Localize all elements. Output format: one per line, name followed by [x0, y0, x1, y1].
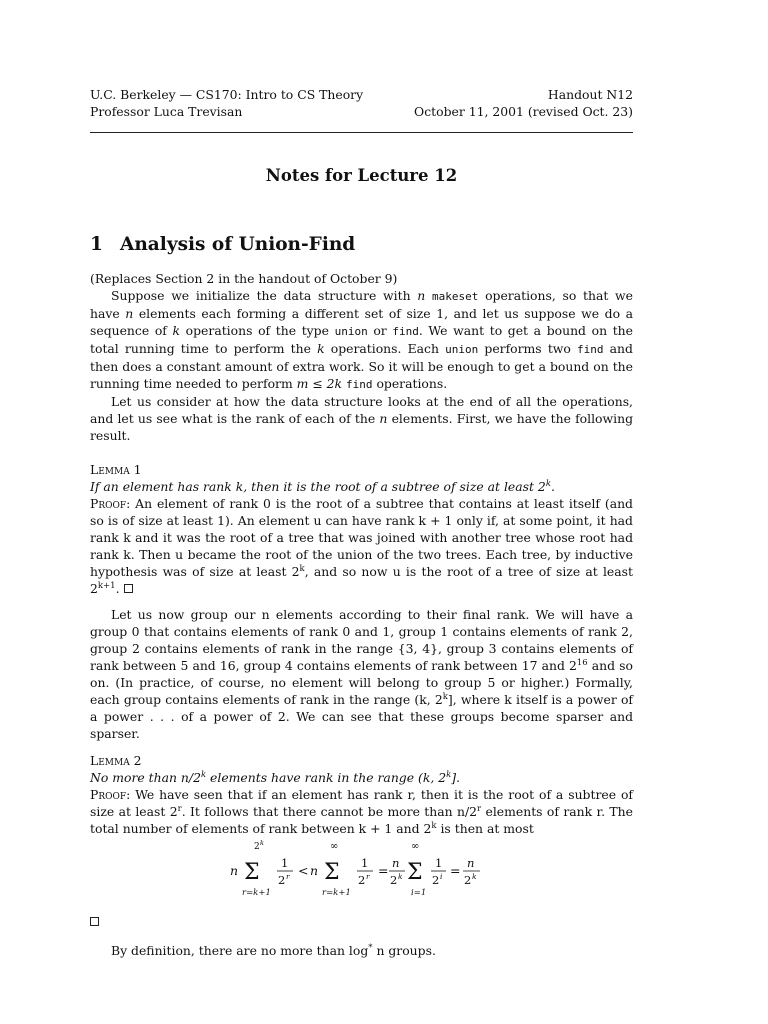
lemma-2-statement: No more than n/2$^k$ elements have rank in the range (k, 2$^k$].: [90, 769, 461, 785]
paragraph-final: By definition, there are no more than log* n groups.: [111, 942, 436, 958]
svg-text:2: 2: [464, 873, 472, 887]
svg-text:2: 2: [390, 873, 398, 887]
svg-text:n: n: [467, 856, 475, 870]
svg-text:k: k: [260, 839, 264, 847]
sum1-upper: 2: [254, 842, 260, 852]
header-right: [414, 86, 633, 120]
sum2-sigma: Σ: [324, 860, 340, 885]
svg-text:=: =: [450, 863, 461, 878]
page-title: Notes for Lecture 12: [265, 166, 458, 185]
section-title: Analysis of Union-Find: [120, 234, 356, 255]
course-line: U.C. Berkeley — CS170: Intro to CS Theory: [90, 87, 364, 102]
sum1-lower: r=k+1: [242, 888, 271, 898]
handout-number: Handout N12: [547, 87, 633, 102]
header-left: [90, 86, 363, 120]
svg-text:r: r: [286, 872, 290, 881]
paragraph-groups: Let us now group our n elements according to their final rank. We will have a group 0 that contains elements of rank 0 and 1, group 1 contains elements of rank 2, group 2 contains elements of rank in the range {3, 4}, group 3 contains elements of rank between 5 and 16, group 4 contains elements of rank between 17 and $2^{16}$ and so on. (In practice, of course, no element will belong to group 5 or higher.) Formally, each group contains elements of rank in the range (k, 2$^k$], where k itself is a power of a power . . . of a power of 2. We can see that these groups become sparser and sparser.: [90, 607, 633, 741]
lemma-2-proof: Proof: We have seen that if an element has rank r, then it is the root of a subtree of size at least 2$^r$. It follows that there cannot be more than n/2$^r$ elements of rank r. The total number of elements of rank between k + 1 and 2$^k$ is then at most: [90, 787, 633, 836]
document-body: [90, 270, 633, 959]
paragraph-ranks: Let us consider at how the data structure looks at the end of all the operations, and let us see what is the rank of each of the n elements. First, we have the following result.: [90, 394, 633, 443]
sum2-lower: r=k+1: [322, 888, 351, 898]
svg-text:=: =: [378, 863, 389, 878]
svg-text:1: 1: [361, 856, 369, 870]
svg-text:1: 1: [435, 856, 443, 870]
qed-box: [124, 584, 133, 593]
lemma-2-qed: [90, 913, 633, 930]
sum2-upper: ∞: [330, 841, 339, 852]
lemma-1-proof: Proof: An element of rank 0 is the root of a subtree that contains at least itself (and so is of size at least 1). An element u can have rank k + 1 only if, at some point, it had rank k and it was the root of a tree that was joined with another tree whose root had rank k. Then u became the root of the union of the two trees. Each tree, by inductive hypothesis was of size at least 2$^k$, and so now u is the root of a tree of size at least $2^{k+1}$.: [90, 496, 633, 596]
professor-line: Professor Luca Trevisan: [90, 104, 243, 119]
sum3-upper: ∞: [411, 841, 420, 852]
svg-text:1: 1: [281, 856, 289, 870]
svg-text:2: 2: [278, 873, 286, 887]
svg-text:r: r: [366, 872, 370, 881]
lemma-1-statement: If an element has rank k, then it is the root of a subtree of size at least 2$^k$.: [90, 478, 555, 494]
svg-text:k: k: [398, 872, 403, 881]
svg-text:2: 2: [358, 873, 366, 887]
formula-svg: [230, 839, 490, 909]
svg-text:2: 2: [432, 873, 440, 887]
section-heading: [90, 236, 355, 253]
replaces-note: (Replaces Section 2 in the handout of October 9): [90, 271, 398, 286]
lemma-2-label: Lemma 2: [90, 753, 142, 768]
svg-text:i: i: [440, 872, 443, 881]
sum3-lower: i=1: [411, 888, 427, 898]
svg-text:<: <: [298, 863, 309, 878]
sum1-sigma: Σ: [244, 860, 260, 885]
paragraph-intro: Suppose we initialize the data structure with n makeset operations, so that we have n elements each forming a different set of size 1, and let us suppose we do a sequence of k operations of the type union or find. We want to get a bound on the total running time to perform the k operations. Each union performs two find and then does a constant amount of extra work. So it will be enough to get a bound on the running time needed to perform m ≤ 2k find operations.: [90, 288, 633, 391]
header-rule: [90, 132, 633, 133]
svg-text:k: k: [472, 872, 477, 881]
formula-n: n: [230, 863, 239, 878]
handout-date: October 11, 2001 (revised Oct. 23): [414, 104, 633, 119]
section-number: 1: [90, 234, 103, 255]
sum-formula: [90, 837, 633, 909]
qed-box: [90, 917, 99, 926]
sum3-sigma: Σ: [407, 860, 423, 885]
svg-text:n: n: [392, 856, 400, 870]
svg-text:n: n: [310, 863, 319, 878]
lemma-1-label: Lemma 1: [90, 462, 142, 477]
